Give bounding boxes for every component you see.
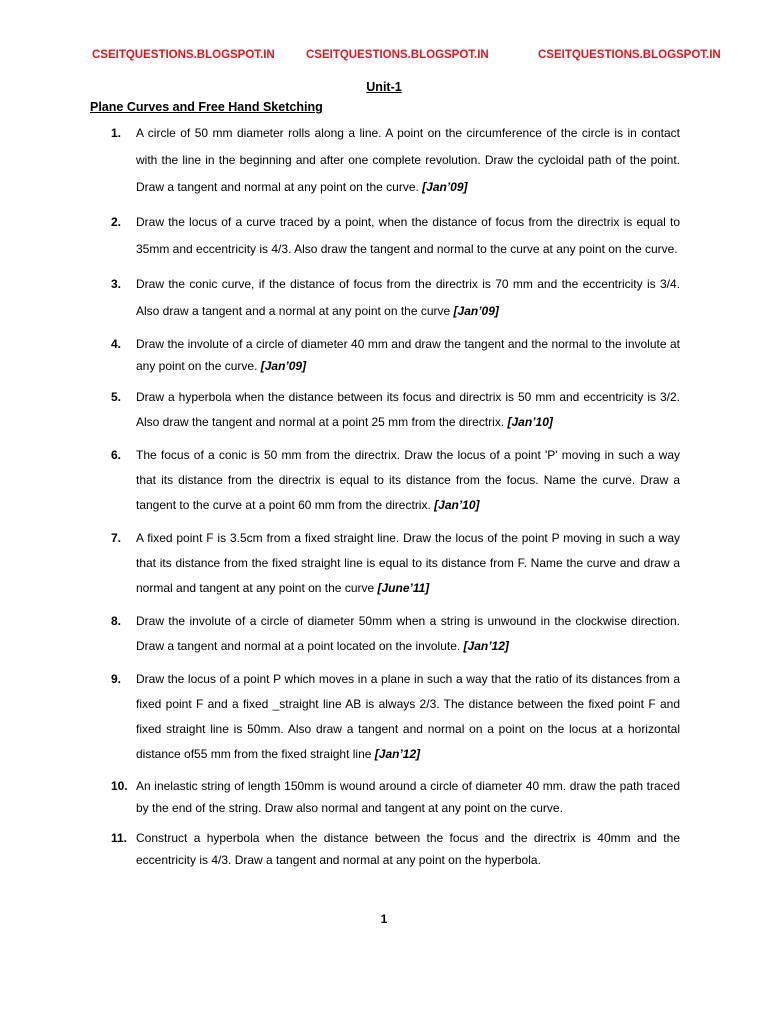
question-number: 4. bbox=[111, 337, 122, 351]
question-text: The focus of a conic is 50 mm from the directrix. Draw the locus of a point 'P' moving in such a way that its distance from the directrix is equal to its distance from the focus. Name the curve. Draw a tangent to the curve at a point 60 mm from the directrix. bbox=[136, 448, 680, 512]
question-item bbox=[90, 609, 680, 659]
question-citation: [Jan’09] bbox=[422, 180, 468, 194]
question-text: Draw the involute of a circle of diameter 50mm when a string is unwound in the clockwise direction. Draw a tangent and normal at a point located on the involute. bbox=[136, 614, 680, 653]
question-text: Draw the conic curve, if the distance of focus from the directrix is 70 mm and the eccentricity is 3/4. Also draw a tangent and a normal at any point on the curve bbox=[136, 277, 680, 318]
header-link-left[interactable]: CSEITQUESTIONS.BLOGSPOT.IN bbox=[92, 49, 275, 61]
question-list bbox=[90, 120, 680, 879]
header-link-center[interactable]: CSEITQUESTIONS.BLOGSPOT.IN bbox=[306, 49, 489, 61]
question-item bbox=[90, 385, 680, 435]
question-text: Draw a hyperbola when the distance between its focus and directrix is 50 mm and eccentricity is 3/2. Also draw the tangent and normal at a point 25 mm from the directrix. bbox=[136, 390, 680, 429]
question-number: 7. bbox=[111, 531, 122, 545]
question-citation: [Jan’12] bbox=[374, 747, 421, 761]
question-text: An inelastic string of length 150mm is wound around a circle of diameter 40 mm. draw the path traced by the end of the string. Draw also normal and tangent at any point on the curve. bbox=[136, 779, 680, 815]
question-item bbox=[90, 775, 680, 819]
question-number: 3. bbox=[111, 277, 122, 291]
question-citation: [Jan’09] bbox=[453, 304, 499, 318]
unit-title: Unit-1 bbox=[366, 80, 402, 94]
question-number: 9. bbox=[111, 672, 122, 686]
page-header bbox=[0, 49, 768, 67]
question-item bbox=[90, 443, 680, 518]
question-text: Draw the locus of a curve traced by a point, when the distance of focus from the directrix is equal to 35mm and eccentricity is 4/3. Also draw the tangent and normal to the curve at any point on the curve. bbox=[136, 215, 680, 256]
question-number: 8. bbox=[111, 614, 122, 628]
question-text: A fixed point F is 3.5cm from a fixed straight line. Draw the locus of the point P moving in such a way that its distance from the fixed straight line is equal to its distance from F. Name the curve and draw a normal and tangent at any point on the curve bbox=[136, 531, 680, 595]
question-item bbox=[90, 333, 680, 377]
question-item bbox=[90, 827, 680, 871]
question-citation: [Jan’12] bbox=[463, 639, 509, 653]
question-citation: [Jan’10] bbox=[434, 498, 480, 512]
section-title: Plane Curves and Free Hand Sketching bbox=[90, 100, 323, 114]
question-citation: [Jan’10] bbox=[507, 415, 553, 429]
question-number: 2. bbox=[111, 215, 122, 229]
question-item bbox=[90, 526, 680, 601]
question-number: 1. bbox=[111, 126, 122, 140]
question-item bbox=[90, 120, 680, 201]
question-number: 5. bbox=[111, 390, 122, 404]
question-number: 11. bbox=[111, 831, 128, 845]
question-item bbox=[90, 209, 680, 263]
question-text: Draw the locus of a point P which moves in a plane in such a way that the ratio of its distances from a fixed point F and a fixed _straight line AB is always 2/3. The distance between the fixed point F and fixed straight line is 50mm. Also draw a tangent and normal on a point on the locus at a horizontal distance of55 mm from the fixed straight line bbox=[136, 672, 680, 761]
page-number: 1 bbox=[380, 912, 388, 926]
question-text: Construct a hyperbola when the distance between the focus and the directrix is 40mm and the eccentricity is 4/3. Draw a tangent and normal at any point on the hyperbola. bbox=[136, 831, 680, 867]
question-item bbox=[90, 271, 680, 325]
question-citation: [Jan’09] bbox=[260, 359, 307, 373]
question-item bbox=[90, 667, 680, 767]
question-number: 6. bbox=[111, 448, 122, 462]
header-link-right[interactable]: CSEITQUESTIONS.BLOGSPOT.IN bbox=[538, 49, 721, 61]
question-text: Draw the involute of a circle of diameter 40 mm and draw the tangent and the normal to the involute at any point on the curve. bbox=[136, 337, 680, 373]
question-text: A circle of 50 mm diameter rolls along a line. A point on the circumference of the circle is in contact with the line in the beginning and after one complete revolution. Draw the cycloidal path of the point. Draw a tangent and normal at any point on the curve. bbox=[136, 126, 680, 194]
question-citation: [June’11] bbox=[377, 581, 430, 595]
question-number: 10. bbox=[111, 779, 128, 793]
